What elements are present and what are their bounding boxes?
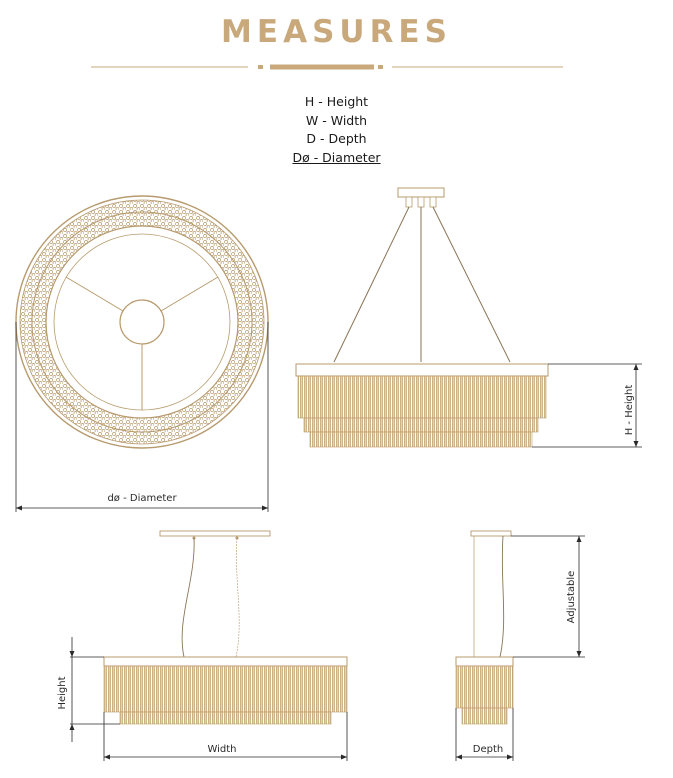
- end-view-drawing: [456, 531, 513, 724]
- height-label-front: H - Height: [624, 384, 635, 436]
- legend-height: H - Height: [304, 94, 369, 109]
- height-label-side: Height: [57, 676, 68, 710]
- side-view-drawing: [104, 531, 347, 724]
- legend-depth: D - Depth: [306, 131, 367, 146]
- adjustable-label: Adjustable: [566, 570, 577, 624]
- top-view-drawing: [16, 196, 268, 448]
- depth-label: Depth: [472, 744, 504, 755]
- width-label: Width: [207, 744, 237, 755]
- page-title: MEASURES: [221, 14, 452, 50]
- front-view-drawing: [296, 188, 548, 447]
- legend-diameter: Dø - Diameter: [292, 149, 381, 165]
- legend-width: W - Width: [305, 112, 368, 128]
- adjustable-dimension: [511, 536, 585, 657]
- diameter-label: dø - Diameter: [107, 493, 177, 504]
